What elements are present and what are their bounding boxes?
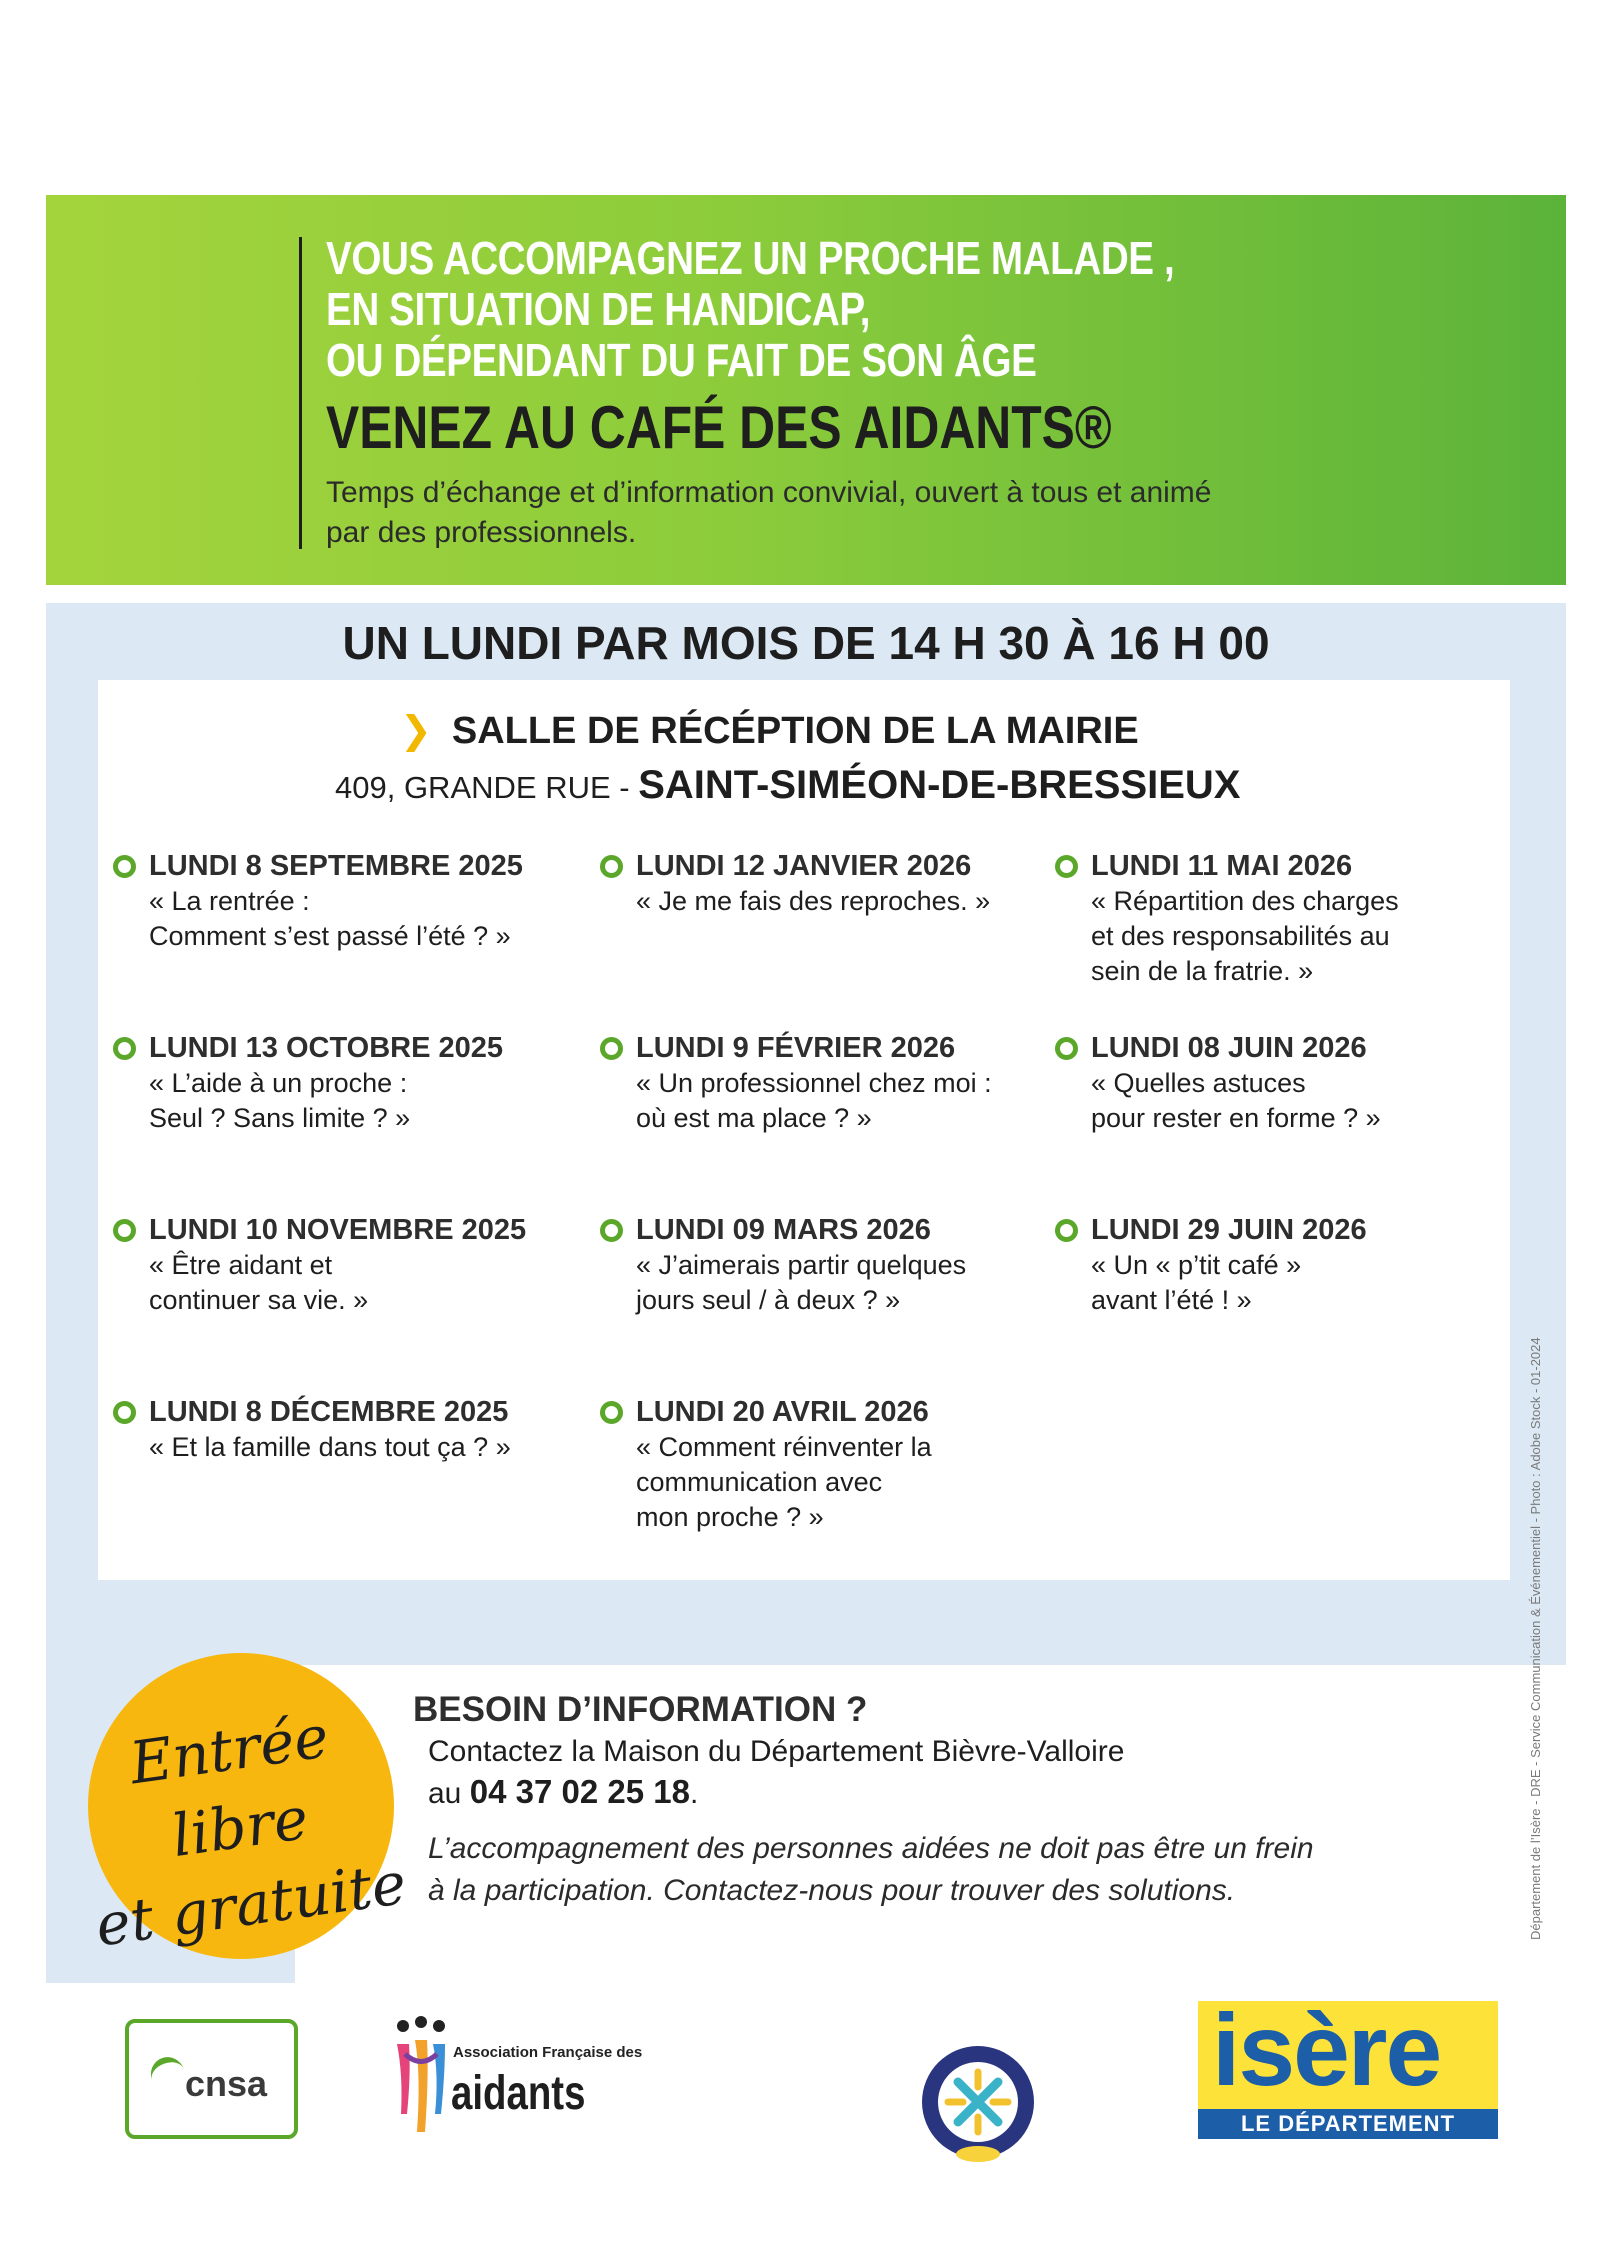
session-topic: « Répartition des charges xyxy=(1091,886,1399,916)
session-date-text: LUNDI 29 JUIN 2026 xyxy=(1091,1214,1367,1246)
aidants-logo xyxy=(393,2014,653,2144)
session-topic: mon proche ? » xyxy=(636,1502,824,1532)
session-topic: continuer sa vie. » xyxy=(149,1285,369,1315)
session-item xyxy=(600,1394,932,1535)
isere-logo-bar: LE DÉPARTEMENT xyxy=(1198,2109,1498,2139)
session-topic: « Un « p’tit café » xyxy=(1091,1250,1302,1280)
free-entry-text xyxy=(55,1687,424,1966)
session-date-text: LUNDI 8 DÉCEMBRE 2025 xyxy=(149,1396,509,1428)
isere-logo-word: isère xyxy=(1212,1993,1441,2107)
session-topic: et des responsabilités au xyxy=(1091,921,1390,951)
session-topic: « La rentrée : xyxy=(149,886,310,916)
session-topic: « Quelles astuces xyxy=(1091,1068,1306,1098)
venue-name: SALLE DE RÉCÉPTION DE LA MAIRIE xyxy=(451,710,1139,752)
session-topic: « Et la famille dans tout ça ? » xyxy=(149,1432,511,1462)
header-line-2: EN SITUATION DE HANDICAP, xyxy=(326,283,871,335)
cfppa-logo xyxy=(918,2042,1038,2162)
info-note-line-1: L’accompagnement des personnes aidées ne doit pas être un frein xyxy=(428,1832,1314,1865)
bullet-ring-icon xyxy=(1055,1037,1078,1060)
header-divider xyxy=(299,237,302,549)
session-topic: communication avec xyxy=(636,1467,883,1497)
session-topic: « Être aidant et xyxy=(149,1250,333,1280)
session-date xyxy=(600,1030,992,1066)
cnsa-logo-text: cnsa xyxy=(185,2063,268,2104)
header-line-1: VOUS ACCOMPAGNEZ UN PROCHE MALADE , xyxy=(326,232,1175,284)
header-subtitle-line-1: Temps d’échange et d’information convivial, ouvert à tous et animé xyxy=(326,476,1212,509)
header-subtitle xyxy=(326,473,1211,553)
header-line-3: OU DÉPENDANT DU FAIT DE SON ÂGE xyxy=(326,334,1037,386)
phone-line xyxy=(428,1772,1124,1814)
headline: VENEZ AU CAFÉ DES AIDANTS® xyxy=(326,394,1112,461)
session-item xyxy=(1055,1030,1381,1136)
swoosh-icon xyxy=(146,2052,190,2097)
isere-logo xyxy=(1198,1993,1498,2139)
contact-text: Contactez la Maison du Département Bièvre-Valloire xyxy=(428,1735,1125,1768)
bullet-ring-icon xyxy=(600,1219,623,1242)
session-topic: avant l’été ! » xyxy=(1091,1285,1252,1315)
session-topic: « Un professionnel chez moi : xyxy=(636,1068,992,1098)
bullet-ring-icon xyxy=(1055,1219,1078,1242)
header-banner xyxy=(46,195,1566,585)
session-item xyxy=(600,1030,992,1136)
bullet-ring-icon xyxy=(113,1401,136,1424)
header-subtitle-line-2: par des professionnels. xyxy=(326,516,637,549)
bullet-ring-icon xyxy=(1055,855,1078,878)
aidants-logo-small: Association Française des xyxy=(453,2044,643,2061)
session-item xyxy=(600,848,990,919)
session-date-text: LUNDI 20 AVRIL 2026 xyxy=(636,1396,929,1428)
session-item xyxy=(113,1394,511,1465)
session-item xyxy=(113,848,523,954)
credit-text: Département de l’Isère - DRE - Service Communication & Événementiel - Photo : Adobe Stock - 01-2024 xyxy=(1528,1337,1543,1940)
venue xyxy=(400,708,1139,753)
session-date-text: LUNDI 13 OCTOBRE 2025 xyxy=(149,1032,504,1064)
session-topic: « J’aimerais partir quelques xyxy=(636,1250,967,1280)
bullet-ring-icon xyxy=(113,855,136,878)
aidants-logo-big: aidants xyxy=(451,2067,586,2120)
session-date xyxy=(113,1030,503,1066)
session-date xyxy=(600,1212,966,1248)
phone-prefix: au xyxy=(428,1777,470,1810)
phone-number[interactable]: 04 37 02 25 18 xyxy=(469,1773,690,1810)
session-date xyxy=(1055,1030,1381,1066)
session-topic: « Je me fais des reproches. » xyxy=(636,886,991,916)
address xyxy=(335,763,1241,808)
info-note-line-2: à la participation. Contactez-nous pour trouver des solutions. xyxy=(428,1874,1236,1907)
session-item xyxy=(1055,1212,1367,1318)
session-topic: sein de la fratrie. » xyxy=(1091,956,1314,986)
session-date-text: LUNDI 11 MAI 2026 xyxy=(1091,850,1353,882)
session-topic: jours seul / à deux ? » xyxy=(636,1285,901,1315)
bullet-ring-icon xyxy=(113,1037,136,1060)
bullet-ring-icon xyxy=(600,855,623,878)
session-topic: où est ma place ? » xyxy=(636,1103,872,1133)
session-date-text: LUNDI 9 FÉVRIER 2026 xyxy=(636,1032,956,1064)
session-topic: « L’aide à un proche : xyxy=(149,1068,408,1098)
session-date xyxy=(1055,848,1399,884)
info-note xyxy=(428,1828,1314,1912)
chevron-right-icon: ❯ xyxy=(400,710,432,752)
info-contact xyxy=(428,1732,1124,1814)
session-topic: Comment s’est passé l’été ? » xyxy=(149,921,511,951)
session-date-text: LUNDI 08 JUIN 2026 xyxy=(1091,1032,1367,1064)
phone-suffix: . xyxy=(689,1777,699,1810)
street-address: 409, GRANDE RUE - xyxy=(335,770,639,805)
free-entry-line-1: Entrée libre xyxy=(125,1702,333,1871)
session-date-text: LUNDI 12 JANVIER 2026 xyxy=(636,850,972,882)
session-date xyxy=(113,848,523,884)
bullet-ring-icon xyxy=(600,1401,623,1424)
cnsa-logo xyxy=(125,2019,298,2139)
session-item xyxy=(1055,848,1399,989)
people-icon xyxy=(393,2014,449,2144)
session-date-text: LUNDI 09 MARS 2026 xyxy=(636,1214,931,1246)
session-date xyxy=(113,1394,511,1430)
session-item xyxy=(600,1212,966,1318)
session-date xyxy=(600,1394,932,1430)
info-title: BESOIN D’INFORMATION ? xyxy=(413,1690,868,1729)
session-item xyxy=(113,1030,503,1136)
session-topic: Seul ? Sans limite ? » xyxy=(149,1103,411,1133)
bullet-ring-icon xyxy=(600,1037,623,1060)
schedule-title: UN LUNDI PAR MOIS DE 14 H 30 À 16 H 00 xyxy=(342,617,1270,669)
free-entry-line-2: et gratuite xyxy=(91,1848,411,1960)
session-date-text: LUNDI 10 NOVEMBRE 2025 xyxy=(149,1214,527,1246)
session-date xyxy=(600,848,990,884)
city: SAINT-SIMÉON-DE-BRESSIEUX xyxy=(638,763,1241,807)
session-date xyxy=(1055,1212,1367,1248)
session-date xyxy=(113,1212,526,1248)
session-date-text: LUNDI 8 SEPTEMBRE 2025 xyxy=(149,850,523,882)
session-topic: « Comment réinventer la xyxy=(636,1432,932,1462)
bullet-ring-icon xyxy=(113,1219,136,1242)
session-topic: pour rester en forme ? » xyxy=(1091,1103,1381,1133)
session-item xyxy=(113,1212,526,1318)
